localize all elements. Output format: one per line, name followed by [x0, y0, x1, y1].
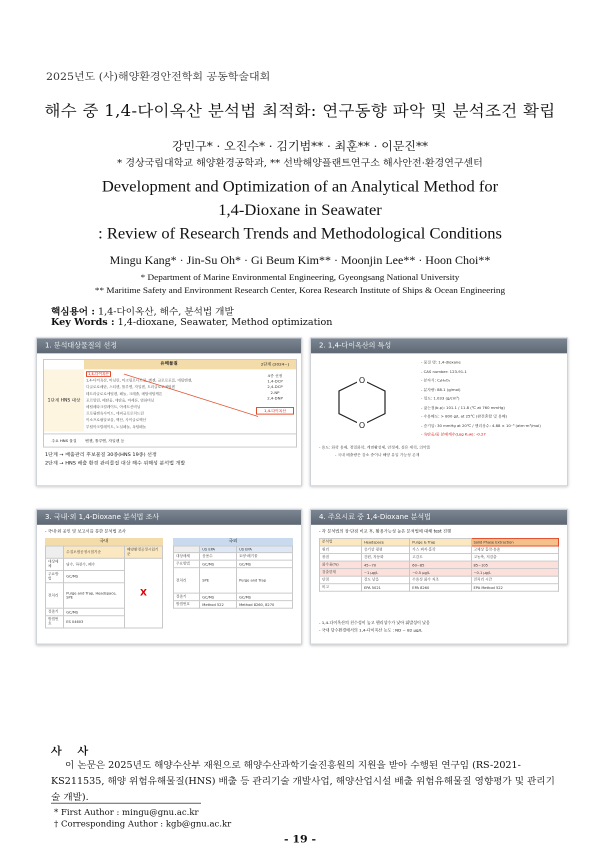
slide-1-highlight: 1,4-다이옥산	[88, 372, 109, 376]
cell: 고농축, 저검출	[471, 554, 558, 562]
slide-1-line: 부틸아크릴레이트, 노닐페놀, 옥틸페놀	[86, 424, 147, 429]
english-affiliation-2: ** Maritime Safety and Environment Research Center, Korea Research Institute of Ships & Ocean Engineering	[94, 285, 506, 295]
cell: 고감도	[410, 554, 471, 562]
slide-1-side-highlight: 1,4-다이옥산	[256, 407, 294, 415]
cell: 주요방법	[46, 571, 64, 583]
slide-1-side-item: 2,4-DCP	[267, 384, 283, 390]
cell: 음용수	[200, 553, 237, 561]
cell: 전처리	[46, 583, 64, 608]
cell: Method 8260, 8270	[237, 601, 293, 609]
cell: 장점	[320, 554, 362, 562]
cell: GC/MS	[237, 593, 293, 601]
slide-1-line: 이소프로필알코올, 헥산, 사이클로헥산	[86, 418, 147, 423]
acknowledgement-heading: 사 사	[51, 745, 95, 758]
method-col: Purge & Trap	[410, 538, 471, 546]
not-available-mark: X	[125, 558, 163, 628]
foreign-head: 국외	[173, 538, 293, 546]
cell: GC/MS	[64, 571, 125, 583]
slide-1-table-header: 유해물질	[84, 360, 254, 369]
footnote-first-author: * First Author : mingu@gnu.ac.kr	[54, 808, 199, 818]
slide-1-line: 프로필렌옥사이드, 에피클로로히드린	[86, 411, 144, 416]
page-number: - 19 -	[283, 832, 317, 846]
cell: 담수, 하천수, 폐수	[64, 558, 125, 570]
cell: Method 522	[200, 601, 237, 609]
method-col: Headspace	[361, 538, 409, 546]
dioxane-structure	[327, 374, 397, 431]
property: - 분자량: 88.1 (g/mol)	[421, 386, 461, 392]
conference-name: 2025년도 (사)해양환경안전학회 공동학술대회	[46, 70, 271, 83]
cell: 비고	[320, 584, 362, 592]
slide-4-note: - 국내 담수환경에서의 1,4-다이옥산 농도 : ND ~ 82 μg/L	[319, 627, 423, 633]
cell: EPA 8260	[410, 584, 471, 592]
property: - 옥탄올/물 분배계수(Log Kₒw): -0.27	[421, 431, 486, 437]
cell: Purge and Trap, Headspace, SPE	[64, 583, 125, 608]
keywords-korean-text: 1,4-다이옥산, 해수, 분석법 개발	[98, 307, 234, 318]
property: - 분자식: C₄H₈O₂	[421, 377, 451, 383]
cell: EPA Method 522	[471, 584, 558, 592]
english-title-line-2: 1,4-Dioxane in Seawater	[218, 200, 382, 219]
cell: 고체상 흡착·용출	[471, 546, 558, 554]
slide-4-note: - 1,4-다이옥산의 친수성이 높고 헨리상수가 낮아 휘발성이 낮음	[319, 619, 430, 625]
english-title	[0, 174, 600, 245]
foreign-col: US EPA	[200, 546, 237, 553]
cell: GC/MS	[200, 593, 237, 601]
footnote-corresponding-author: † Corresponding Author : kgb@gnu.ac.kr	[54, 819, 232, 830]
slide-1-arrow	[44, 360, 296, 447]
keywords-korean-label: 핵심용어 :	[51, 307, 95, 318]
cell: 검출기	[174, 593, 200, 601]
cell: ES 04603	[64, 616, 125, 628]
slide-1-side-item: 4종 선정	[267, 373, 283, 378]
cell: 단점	[320, 576, 362, 584]
slide-3-domestic	[45, 538, 163, 628]
cell: ~0.1 μg/L	[471, 569, 558, 577]
keywords-english-text: 1,4-dioxane, Seawater, Method optimization	[117, 317, 333, 328]
cell: 45~70	[361, 561, 409, 569]
slide-3-title: 3. 국내·외 1,4-Dioxane 분석법 조사	[37, 510, 301, 525]
domestic-col: 수질오염공정시험기준	[64, 546, 125, 558]
cell: 방법번호	[174, 601, 200, 609]
cell: Purge and Trap	[237, 568, 293, 593]
slide-1-side-item: 2,4-DNP	[267, 395, 283, 401]
cell: 수용성 회수 저조	[410, 576, 471, 584]
method-col: Solid Phase Extraction	[471, 538, 558, 546]
domestic-table	[45, 546, 163, 629]
footnote-divider	[51, 803, 201, 804]
cell: 원리	[320, 546, 362, 554]
cell: 대상매체	[174, 553, 200, 561]
slide-1-bottom-label: 주요 HNS 물질	[51, 438, 77, 443]
property: - 증기압: 30 mmHg at 20℃ / 헨리상수: 4.88 × 10⁻⁶ (atm·m³/mol)	[421, 422, 541, 428]
keywords-english-label: Key Words :	[51, 317, 115, 328]
slide-3-foreign	[173, 538, 293, 609]
slide-1-table	[43, 359, 297, 448]
domestic-col: 해양환경공정시험기준	[125, 546, 163, 558]
keywords-english	[51, 318, 332, 328]
cell: SPE	[200, 568, 237, 593]
slide-1-side-item: 1,4-DCP	[267, 378, 283, 384]
cell: 60~85	[410, 561, 471, 569]
slide-1-note: 2단계 → HNS 배출 환경 관리물질 대상 해수 위해성 분석법 개발	[45, 460, 186, 467]
cell: 검출기	[46, 608, 64, 616]
method-col: 분석법	[320, 538, 362, 546]
svg-text:O: O	[358, 376, 366, 385]
slide-2	[310, 337, 568, 486]
slide-1-title: 1. 분석대상물질의 선정	[37, 338, 301, 353]
slide-3	[36, 509, 302, 645]
slide-1-side-item: 2-NP	[270, 390, 280, 395]
acknowledgement-text: 이 논문은 2025년도 해양수산부 재원으로 해양수산과학기술진흥원의 지원을 받아 수행된 연구임 (RS-2021-KS211535, 해양 위험유해물질(HNS) 배출 등 관리기술 개발사업, 해양산업시설 배출 위험유해물질 영향평가 및 관리기술 개발).	[51, 760, 555, 803]
slide-2-properties	[421, 358, 565, 439]
slide-1-line: 메틸메타크릴레이트, 아세트산비닐	[86, 405, 141, 409]
domestic-head: 국내	[45, 538, 163, 546]
cell: 회수율(%)	[320, 561, 362, 569]
slide-4-notes	[319, 619, 430, 634]
cell: EPA 5021	[361, 584, 409, 592]
cell: 감도 낮음	[361, 576, 409, 584]
cell: 가스 퍼지·흡착	[410, 546, 471, 554]
cell: 대상매체	[46, 558, 64, 570]
slide-4-title: 4. 주요시료 중 1,4-Dioxane 분석법	[311, 510, 567, 525]
slide-2-footer	[319, 444, 563, 459]
english-authors: Mingu Kang* · Jin-Su Oh* · Gi Beum Kim** · Moonjin Lee** · Hoon Choi**	[109, 253, 491, 267]
slide-1-note: 1단계 → 배출관리 후보물질 30종(HNS 19종) 선정	[45, 452, 157, 458]
property: - 밀도: 1.033 (g/cm³)	[421, 395, 460, 401]
slide-1-line: 포르말린, 메탄올, 에탄올, 아세톤, 염화비닐	[86, 398, 155, 403]
slide-4	[310, 509, 568, 645]
cell: ~0.5 μg/L	[410, 569, 471, 577]
cell: ~1 μg/L	[361, 569, 409, 577]
slide-1-line: 디클로로메탄, 스티렌, 톨루엔, 자일렌, 트리클로로에틸렌	[86, 385, 175, 390]
cell: 방법번호	[46, 616, 64, 628]
slide-1-table-col2: 2단계 (2024~)	[254, 360, 296, 369]
property: - 끓는점(b.p): 101.1 / 11.8 (℃ at 760 mmHg)	[421, 404, 505, 410]
cell: 전처리	[174, 568, 200, 593]
cell: GC/MS	[64, 608, 125, 616]
english-affiliation-1: * Department of Marine Environmental Engineering, Gyeongsang National University	[140, 272, 460, 282]
slide-2-uses: - 용도: 화학 용매, 정밀화학, 계면활성제, 안정제, 섬유 세척, 의약품	[319, 444, 431, 450]
property: - 물질 명: 1,4-dioxane	[421, 359, 461, 365]
cell: 간편, 자동화	[361, 554, 409, 562]
korean-title: 해수 중 1,4-다이옥산 분석법 최적화: 연구동향 파악 및 분석조건 확립	[44, 101, 556, 120]
keywords-korean	[51, 304, 234, 317]
svg-text:O: O	[358, 421, 366, 431]
english-title-line-3: : Review of Research Trends and Methodological Conditions	[98, 224, 502, 243]
property: - 수용해도: > 800 g/L at 25℃ (완전혼합 및 용해)	[421, 413, 507, 419]
foreign-table	[173, 546, 293, 609]
slide-4-table	[319, 538, 559, 592]
cell: 주요방법	[174, 560, 200, 568]
korean-authors: 강민구* · 오진수* · 김기범** · 최훈** · 이문진**	[171, 139, 429, 153]
slide-4-subtitle: - 각 분석법의 장·단점 비교 후, 활용가능성 높은 분석법에 대해 test 진행	[319, 528, 452, 534]
cell: 검출한계	[320, 569, 362, 577]
cell: GC/MS	[200, 560, 237, 568]
korean-affiliation: * 경상국립대학교 해양환경공학과, ** 선박해양플랜트연구소 해사안전·환경연구센터	[117, 158, 483, 169]
slide-1-row-label: 1단계 HNS 대상	[44, 369, 84, 431]
property: - CAS number: 123-91-1	[421, 368, 467, 374]
slide-1-line: 1,4-다이옥산, 아닐린, 아크릴로니트릴, 벤젠, 클로로포름, 에틸벤젠,	[86, 378, 193, 383]
slide-1-bottom-text: 벤젠, 톨루엔, 자일렌 등	[85, 438, 125, 443]
cell: GC/MS	[237, 560, 293, 568]
slide-2-note: - 국내 배출량은 감소 중이나 해양 유입 가능성 존재	[335, 452, 420, 457]
slide-2-title: 2. 1,4-다이옥산의 특성	[311, 338, 567, 353]
slide-1	[36, 337, 302, 486]
slide-1-notes	[45, 451, 185, 468]
slide-3-subtitle: - 국내·외 공인 및 보고서를 통한 분석법 조사	[45, 528, 126, 534]
cell: 85~105	[471, 561, 558, 569]
english-title-line-1: Development and Optimization of an Analytical Method for	[101, 177, 499, 196]
foreign-col: US EPA	[237, 546, 293, 553]
cell: 증기상 평형	[361, 546, 409, 554]
cell: 전처리 시간	[471, 576, 558, 584]
cell: 토양·폐기물	[237, 553, 293, 561]
slide-1-line: 테트라클로로에틸렌, 페놀, 크레졸, 메틸에틸케톤	[86, 391, 163, 396]
